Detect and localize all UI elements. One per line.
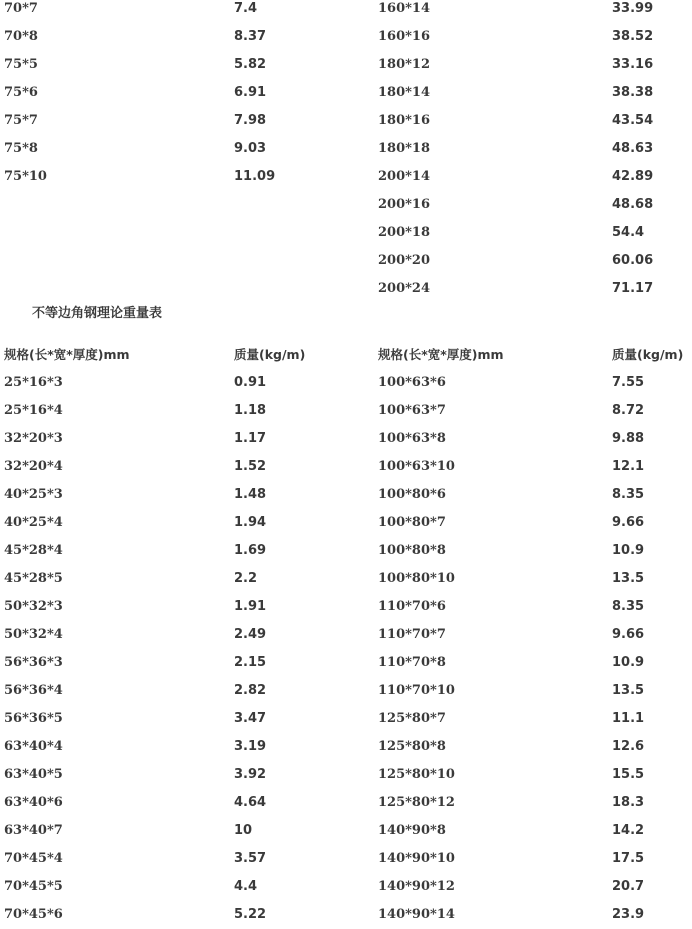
cell-mass-right: 9.88 [612, 431, 645, 446]
cell-spec-left: 70*45*6 [4, 907, 63, 922]
cell-spec-right: 100*63*8 [378, 431, 446, 446]
cell-mass-left: 1.91 [234, 599, 267, 614]
cell-mass-left: 5.82 [234, 57, 267, 72]
cell-spec-left: 75*8 [4, 141, 38, 156]
cell-spec-left: 63*40*6 [4, 795, 63, 810]
header-spec-right: 规格(长*宽*厚度)mm [378, 347, 504, 362]
table-row [0, 873, 692, 901]
cell-mass-left: 3.92 [234, 767, 267, 782]
cell-spec-right: 100*80*7 [378, 515, 446, 530]
table-row [0, 247, 692, 275]
cell-mass-right: 12.6 [612, 739, 645, 754]
table-row [0, 107, 692, 135]
cell-spec-left: 56*36*4 [4, 683, 63, 698]
table-row [0, 817, 692, 845]
table-row [0, 275, 692, 303]
cell-spec-right: 110*70*8 [378, 655, 446, 670]
header-spec-left: 规格(长*宽*厚度)mm [4, 347, 130, 362]
cell-spec-left [0, 275, 230, 303]
cell-spec-right: 125*80*10 [378, 767, 455, 782]
unequal-angle-weight-table [0, 341, 692, 929]
table-row [0, 397, 692, 425]
table-row [0, 621, 692, 649]
cell-spec-left: 75*10 [4, 169, 47, 184]
equal-angle-weight-table [0, 0, 692, 303]
cell-spec-left: 45*28*5 [4, 571, 63, 586]
cell-mass-right: 33.99 [612, 1, 654, 16]
cell-mass-right: 48.68 [612, 197, 654, 212]
cell-mass-left: 10 [234, 823, 253, 838]
cell-mass-right: 8.35 [612, 487, 645, 502]
cell-spec-right: 110*70*6 [378, 599, 446, 614]
cell-mass-left: 1.17 [234, 431, 267, 446]
table-row [0, 705, 692, 733]
cell-spec-right: 180*12 [378, 57, 431, 72]
cell-spec-right: 180*18 [378, 141, 431, 156]
cell-mass-right: 18.3 [612, 795, 645, 810]
cell-spec-left: 32*20*4 [4, 459, 63, 474]
table-row [0, 425, 692, 453]
cell-mass-right: 20.7 [612, 879, 645, 894]
table-row [0, 677, 692, 705]
cell-mass-left [230, 191, 374, 219]
cell-spec-right: 110*70*7 [378, 627, 446, 642]
cell-mass-right: 42.89 [612, 169, 654, 184]
cell-spec-right: 160*14 [378, 1, 431, 16]
table-row [0, 135, 692, 163]
cell-spec-left: 50*32*4 [4, 627, 63, 642]
table-row [0, 845, 692, 873]
cell-spec-left: 40*25*4 [4, 515, 63, 530]
cell-spec-right: 100*80*10 [378, 571, 455, 586]
cell-spec-left: 25*16*3 [4, 375, 63, 390]
cell-spec-left: 70*7 [4, 1, 38, 16]
cell-mass-right: 9.66 [612, 627, 645, 642]
cell-mass-right: 10.9 [612, 655, 645, 670]
cell-spec-left: 50*32*3 [4, 599, 63, 614]
table-row [0, 51, 692, 79]
cell-mass-left: 5.22 [234, 907, 267, 922]
cell-spec-right: 200*14 [378, 169, 431, 184]
cell-mass-left: 11.09 [234, 169, 276, 184]
cell-spec-right: 180*16 [378, 113, 431, 128]
section-title: 不等边角钢理论重量表 [32, 306, 163, 321]
table-row [0, 163, 692, 191]
cell-mass-right: 10.9 [612, 543, 645, 558]
cell-spec-left: 45*28*4 [4, 543, 63, 558]
table-row [0, 789, 692, 817]
cell-mass-left: 7.4 [234, 1, 258, 16]
cell-spec-right: 160*16 [378, 29, 431, 44]
cell-mass-left: 3.47 [234, 711, 267, 726]
cell-spec-left: 70*8 [4, 29, 38, 44]
cell-spec-right: 200*16 [378, 197, 431, 212]
cell-mass-left [230, 247, 374, 275]
cell-mass-right: 9.66 [612, 515, 645, 530]
cell-mass-left: 1.18 [234, 403, 267, 418]
cell-mass-right: 33.16 [612, 57, 654, 72]
cell-mass-left: 2.2 [234, 571, 258, 586]
cell-spec-right: 100*63*7 [378, 403, 446, 418]
cell-mass-left: 1.52 [234, 459, 267, 474]
table-row [0, 733, 692, 761]
cell-spec-right: 140*90*10 [378, 851, 455, 866]
table-row [0, 191, 692, 219]
cell-spec-left: 75*5 [4, 57, 38, 72]
cell-mass-right: 71.17 [612, 281, 654, 296]
unequal-angle-table-body [0, 369, 692, 929]
cell-spec-left: 56*36*3 [4, 655, 63, 670]
cell-spec-right: 100*80*6 [378, 487, 446, 502]
cell-spec-left [0, 247, 230, 275]
cell-mass-left [230, 275, 374, 303]
cell-mass-left: 6.91 [234, 85, 267, 100]
cell-spec-right: 200*18 [378, 225, 431, 240]
cell-mass-right: 17.5 [612, 851, 645, 866]
cell-spec-right: 125*80*12 [378, 795, 455, 810]
cell-mass-left: 1.48 [234, 487, 267, 502]
cell-mass-right: 7.55 [612, 375, 645, 390]
cell-mass-right: 23.9 [612, 907, 645, 922]
cell-spec-right: 125*80*8 [378, 739, 446, 754]
equal-angle-table-body [0, 0, 692, 303]
cell-mass-left: 9.03 [234, 141, 267, 156]
cell-mass-right: 13.5 [612, 571, 645, 586]
table-row [0, 23, 692, 51]
table-row [0, 453, 692, 481]
table-row [0, 901, 692, 929]
cell-mass-right: 54.4 [612, 225, 645, 240]
table-header-row [0, 341, 692, 369]
cell-mass-right: 38.52 [612, 29, 654, 44]
cell-mass-left: 4.64 [234, 795, 267, 810]
cell-spec-right: 180*14 [378, 85, 431, 100]
cell-spec-right: 140*90*12 [378, 879, 455, 894]
cell-mass-left: 4.4 [234, 879, 258, 894]
cell-spec-left: 70*45*4 [4, 851, 63, 866]
cell-spec-left: 75*7 [4, 113, 38, 128]
cell-spec-left: 70*45*5 [4, 879, 63, 894]
cell-spec-left: 75*6 [4, 85, 38, 100]
cell-spec-right: 200*20 [378, 253, 431, 268]
table-row [0, 219, 692, 247]
cell-spec-left: 56*36*5 [4, 711, 63, 726]
cell-spec-right: 140*90*8 [378, 823, 446, 838]
cell-spec-left: 63*40*7 [4, 823, 63, 838]
cell-spec-left: 32*20*3 [4, 431, 63, 446]
table-row [0, 565, 692, 593]
table-row [0, 761, 692, 789]
cell-mass-right: 15.5 [612, 767, 645, 782]
cell-mass-left: 8.37 [234, 29, 267, 44]
table-row [0, 0, 692, 23]
cell-mass-left [230, 219, 374, 247]
cell-spec-left [0, 191, 230, 219]
cell-spec-left: 40*25*3 [4, 487, 63, 502]
cell-mass-right: 60.06 [612, 253, 654, 268]
cell-mass-right: 11.1 [612, 711, 645, 726]
cell-mass-right: 38.38 [612, 85, 654, 100]
cell-mass-left: 3.19 [234, 739, 267, 754]
cell-spec-right: 100*63*10 [378, 459, 455, 474]
table-row [0, 79, 692, 107]
cell-mass-right: 48.63 [612, 141, 654, 156]
cell-spec-right: 100*80*8 [378, 543, 446, 558]
table-row [0, 481, 692, 509]
cell-mass-right: 14.2 [612, 823, 645, 838]
table-row [0, 537, 692, 565]
cell-spec-left [0, 219, 230, 247]
cell-mass-right: 8.35 [612, 599, 645, 614]
cell-mass-right: 12.1 [612, 459, 645, 474]
cell-spec-right: 200*24 [378, 281, 431, 296]
cell-mass-left: 2.15 [234, 655, 267, 670]
cell-mass-left: 1.94 [234, 515, 267, 530]
header-mass-left: 质量(kg/m) [234, 347, 306, 362]
cell-spec-left: 63*40*4 [4, 739, 63, 754]
cell-spec-right: 125*80*7 [378, 711, 446, 726]
cell-mass-left: 3.57 [234, 851, 267, 866]
table-row [0, 509, 692, 537]
cell-mass-left: 7.98 [234, 113, 267, 128]
cell-spec-right: 110*70*10 [378, 683, 455, 698]
table-row [0, 649, 692, 677]
cell-mass-right: 43.54 [612, 113, 654, 128]
cell-spec-right: 140*90*14 [378, 907, 455, 922]
cell-mass-right: 13.5 [612, 683, 645, 698]
cell-mass-right: 8.72 [612, 403, 645, 418]
cell-mass-left: 2.82 [234, 683, 267, 698]
cell-spec-left: 25*16*4 [4, 403, 63, 418]
cell-mass-left: 2.49 [234, 627, 267, 642]
table-row [0, 593, 692, 621]
cell-spec-left: 63*40*5 [4, 767, 63, 782]
header-mass-right: 质量(kg/m) [612, 347, 684, 362]
cell-mass-left: 0.91 [234, 375, 267, 390]
cell-mass-left: 1.69 [234, 543, 267, 558]
cell-spec-right: 100*63*6 [378, 375, 446, 390]
table-row [0, 369, 692, 397]
